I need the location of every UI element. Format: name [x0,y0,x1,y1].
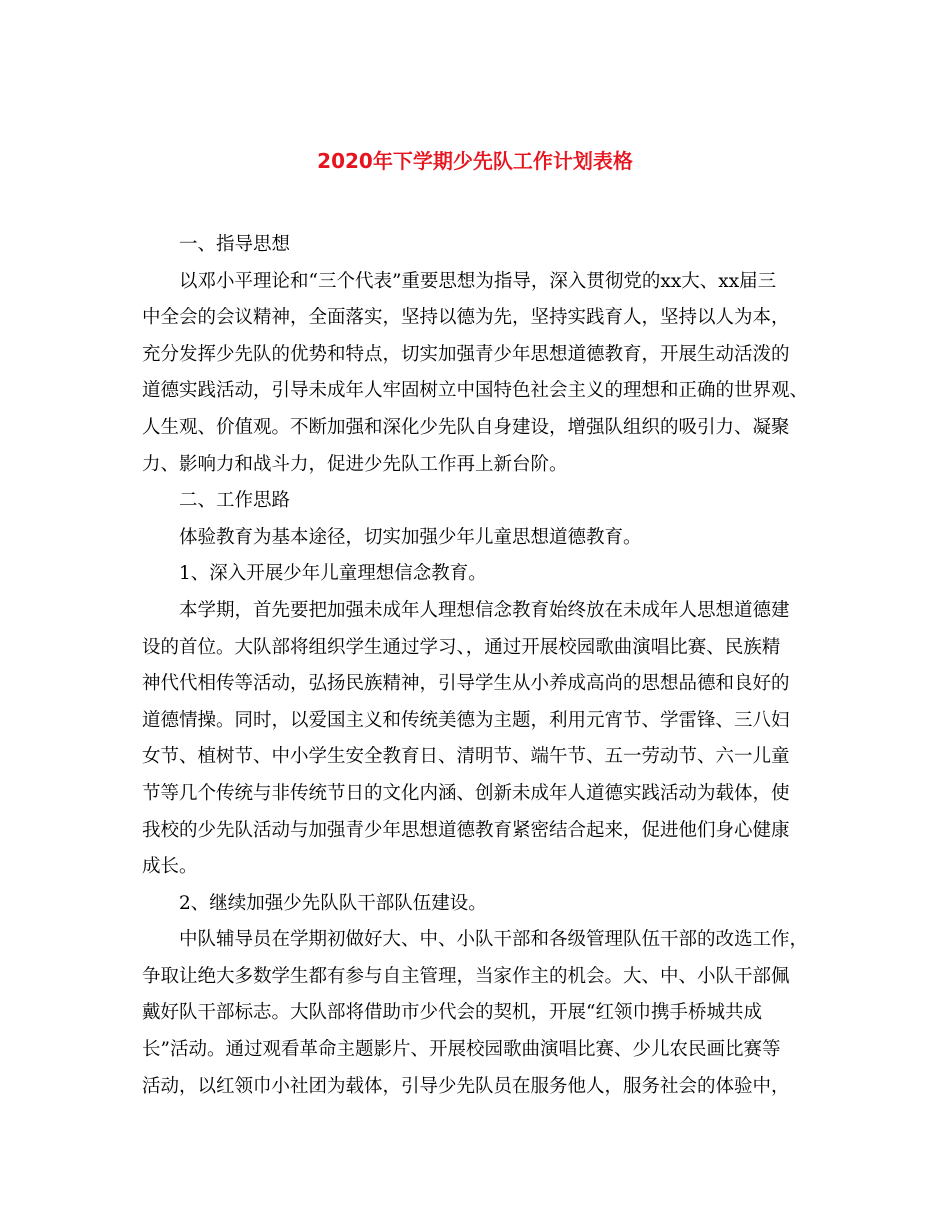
text-line: 成长。 [142,856,198,878]
text-line: 戴好队干部标志。大队部将借助市少代会的契机，开展“红领巾携手桥城共成 [142,1002,762,1024]
text-line: 1、深入开展少年儿童理想信念教育。 [179,563,487,585]
text-line: 充分发挥少先队的优势和特点，切实加强青少年思想道德教育，开展生动活泼的 [142,343,790,365]
text-line: 神代代相传等活动，弘扬民族精神，引导学生从小养成高尚的思想品德和良好的 [142,673,790,695]
text-line: 一、指导思想 [179,234,291,255]
document-body [142,227,810,1105]
text-line: 2、继续加强少先队队干部队伍建设。 [179,892,487,914]
text-line: 设的首位。大队部将组织学生通过学习、，通过开展校园歌曲演唱比赛、民族精 [142,636,781,658]
text-line: 争取让绝大多数学生都有参与自主管理，当家作主的机会。大、中、小队干部佩 [142,965,790,987]
text-line: 道德情操。同时，以爱国主义和传统美德为主题，利用元宵节、学雷锋、三八妇 [142,709,790,731]
text-line: 本学期，首先要把加强未成年人理想信念教育始终放在未成年人思想道德建 [179,599,790,621]
text-line: 活动，以红领巾小社团为载体，引导少先队员在服务他人，服务社会的体验中， [142,1075,790,1097]
text-line: 二、工作思路 [179,490,291,512]
text-line: 长”活动。通过观看革命主题影片、开展校园歌曲演唱比赛、少儿农民画比赛等 [142,1039,781,1061]
text-line: 力、影响力和战斗力，促进少先队工作再上新台阶。 [142,453,568,475]
text-line: 中全会的会议精神，全面落实，坚持以德为先，坚持实践育人，坚持以人为本， [142,307,790,329]
text-line: 体验教育为基本途径，切实加强少年儿童思想道德教育。 [179,526,642,548]
text-line: 中队辅导员在学期初做好大、中、小队干部和各级管理队伍干部的改选工作， [179,929,809,951]
text-line: 人生观、价值观。不断加强和深化少先队自身建设，增强队组织的吸引力、凝聚 [142,416,790,438]
text-line: 以邓小平理论和“三个代表”重要思想为指导，深入贯彻党的xx大、xx届三 [179,270,777,292]
text-line: 道德实践活动，引导未成年人牢固树立中国特色社会主义的理想和正确的世界观、 [142,380,809,402]
text-line: 我校的少先队活动与加强青少年思想道德教育紧密结合起来，促进他们身心健康 [142,819,790,841]
document-title: 2020年下学期少先队工作计划表格 [317,149,633,173]
text-line: 女节、植树节、中小学生安全教育日、清明节、端午节、五一劳动节、六一儿童 [142,746,790,768]
text-line: 节等几个传统与非传统节日的文化内涵、创新未成年人道德实践活动为载体，使 [142,782,790,804]
